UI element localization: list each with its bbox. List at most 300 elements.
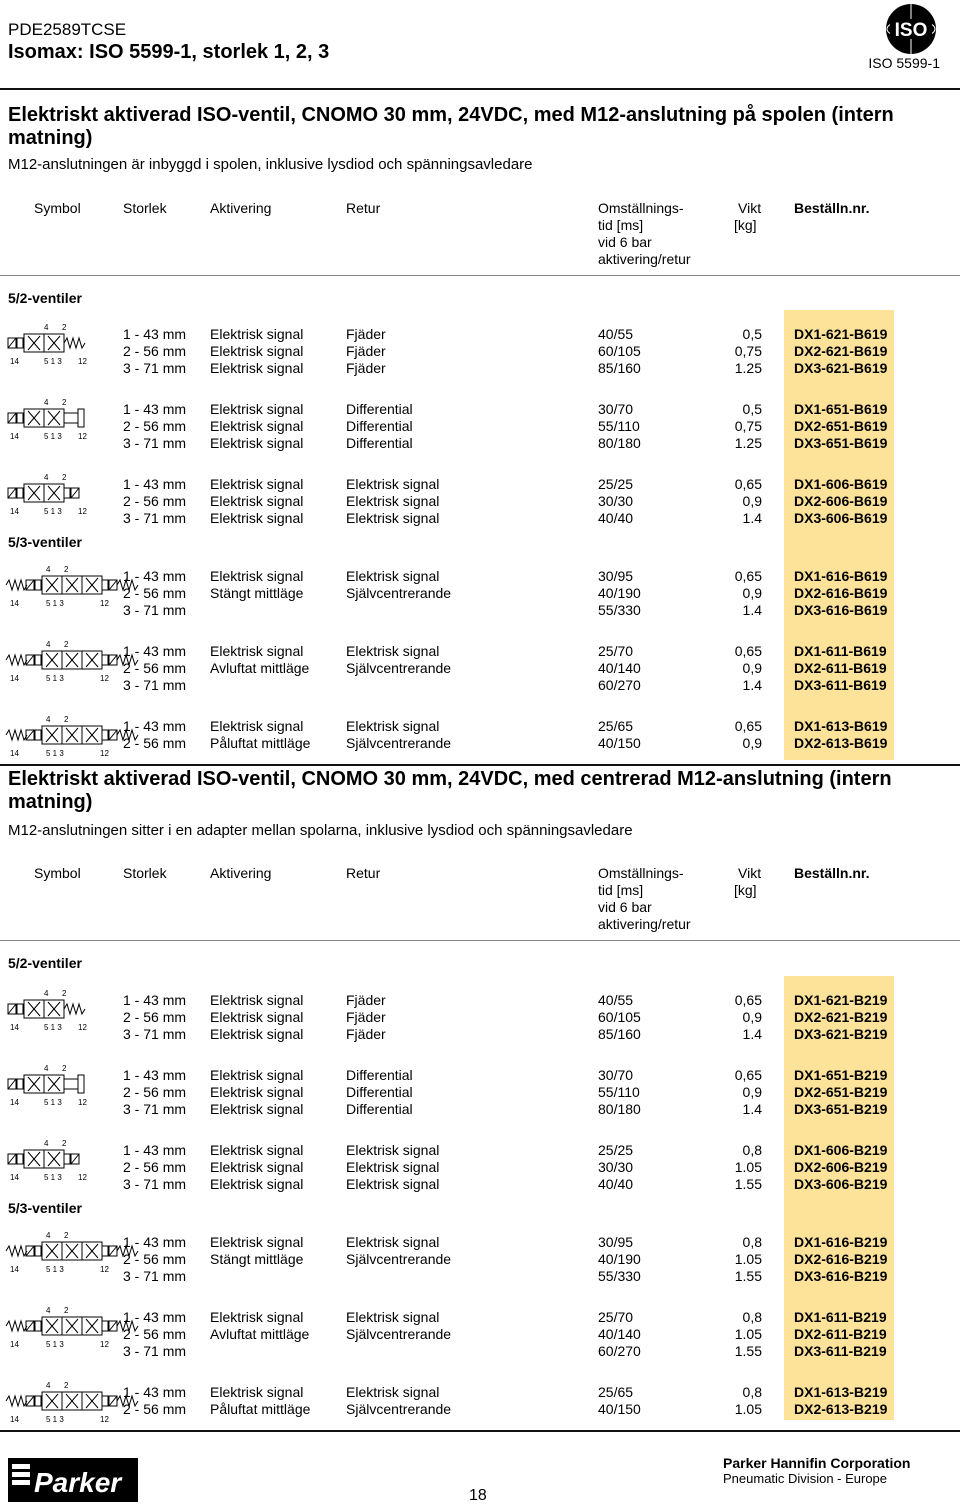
port-label: 12 — [78, 1098, 87, 1107]
port-label: 4 — [44, 323, 49, 332]
order-number-cell: DX2-621-B219 — [794, 1009, 888, 1025]
port-label: 4 — [44, 473, 49, 482]
port-label: 2 — [64, 1231, 69, 1240]
actuation-cell: Avluftat mittläge — [210, 660, 310, 676]
order-number-cell: DX2-651-B219 — [794, 1084, 888, 1100]
port-label: 14 — [10, 1265, 19, 1274]
order-number-cell: DX3-611-B219 — [794, 1343, 887, 1359]
standard-label: ISO 5599-1 — [868, 55, 940, 71]
valve-symbol — [6, 1136, 86, 1184]
return-cell: Fjäder — [346, 326, 386, 342]
return-cell: Differential — [346, 418, 413, 434]
col-symbol: Symbol — [34, 200, 81, 216]
valve-symbol — [6, 1303, 136, 1351]
actuation-cell: Påluftat mittläge — [210, 1401, 311, 1417]
order-number-cell: DX3-651-B619 — [794, 435, 888, 451]
size-cell: 1 - 43 mm — [123, 1067, 187, 1083]
footer-rule — [0, 1430, 960, 1432]
return-cell: Differential — [346, 1067, 413, 1083]
port-label: 12 — [78, 1173, 87, 1182]
actuation-cell: Elektrisk signal — [210, 1101, 304, 1117]
order-number-cell: DX1-613-B219 — [794, 1384, 888, 1400]
weight-cell: 0,8 — [742, 1384, 762, 1400]
weight-cell: 0,65 — [734, 992, 762, 1008]
order-number-cell: DX1-616-B219 — [794, 1234, 888, 1250]
order-number-cell: DX1-611-B619 — [794, 643, 887, 659]
actuation-cell: Elektrisk signal — [210, 1159, 304, 1175]
port-label: 2 — [62, 989, 67, 998]
weight-cell: 0,9 — [742, 585, 762, 601]
footer-division: Pneumatic Division - Europe — [723, 1471, 888, 1486]
col-return: Retur — [346, 865, 381, 881]
port-label: 5 1 3 — [44, 1173, 62, 1182]
order-number-cell: DX1-613-B619 — [794, 718, 888, 734]
section-1-label-52: 5/2-ventiler — [8, 290, 82, 306]
actuation-cell: Elektrisk signal — [210, 360, 304, 376]
valve-symbol — [6, 320, 86, 368]
iso-logo-text: ISO — [894, 20, 928, 41]
weight-cell: 0,75 — [734, 418, 762, 434]
return-cell: Elektrisk signal — [346, 1234, 440, 1250]
actuation-cell: Stängt mittläge — [210, 585, 304, 601]
time-cell: 40/55 — [598, 992, 634, 1008]
weight-cell: 0,9 — [742, 493, 762, 509]
time-cell: 30/95 — [598, 568, 634, 584]
port-label: 12 — [100, 674, 109, 683]
col-time-1: Omställnings- — [598, 865, 684, 881]
port-label: 14 — [10, 1415, 19, 1424]
return-cell: Elektrisk signal — [346, 476, 440, 492]
header-rule — [0, 88, 960, 90]
weight-cell: 1.05 — [734, 1326, 762, 1342]
size-cell: 1 - 43 mm — [123, 718, 187, 734]
col-time-1: Omställnings- — [598, 200, 684, 216]
size-cell: 1 - 43 mm — [123, 326, 187, 342]
port-label: 5 1 3 — [46, 599, 64, 608]
col-order: Beställn.nr. — [794, 200, 870, 216]
return-cell: Elektrisk signal — [346, 1176, 440, 1192]
return-cell: Fjäder — [346, 992, 386, 1008]
actuation-cell: Elektrisk signal — [210, 1309, 304, 1325]
valve-symbol — [6, 637, 136, 685]
valve-symbol — [6, 470, 86, 518]
size-cell: 2 - 56 mm — [123, 1251, 187, 1267]
section-1-label-53: 5/3-ventiler — [8, 534, 82, 550]
size-cell: 1 - 43 mm — [123, 1309, 187, 1325]
size-cell: 3 - 71 mm — [123, 1268, 187, 1284]
return-cell: Elektrisk signal — [346, 1159, 440, 1175]
port-label: 14 — [10, 1340, 19, 1349]
section-2-label-53: 5/3-ventiler — [8, 1200, 82, 1216]
port-label: 12 — [100, 749, 109, 758]
port-label: 12 — [78, 1023, 87, 1032]
port-label: 14 — [10, 1098, 19, 1107]
weight-cell: 1.55 — [734, 1176, 762, 1192]
port-label: 5 1 3 — [46, 1265, 64, 1274]
actuation-cell: Elektrisk signal — [210, 992, 304, 1008]
port-label: 5 1 3 — [44, 432, 62, 441]
col-time-2: tid [ms] — [598, 882, 644, 898]
time-cell: 60/270 — [598, 1343, 641, 1359]
parker-logo — [8, 1458, 138, 1507]
return-cell: Elektrisk signal — [346, 493, 440, 509]
size-cell: 1 - 43 mm — [123, 568, 187, 584]
section-1-title: Elektriskt aktiverad ISO-ventil, CNOMO 30 mm, 24VDC, med M12-anslutning på spolen (intern matning) — [8, 104, 894, 149]
port-label: 4 — [46, 640, 51, 649]
port-label: 2 — [62, 473, 67, 482]
order-number-cell: DX1-606-B219 — [794, 1142, 888, 1158]
size-cell: 2 - 56 mm — [123, 735, 187, 751]
actuation-cell: Elektrisk signal — [210, 435, 304, 451]
col-time-3: vid 6 bar — [598, 234, 652, 250]
port-label: 4 — [44, 1064, 49, 1073]
size-cell: 1 - 43 mm — [123, 1384, 187, 1400]
col-actuation: Aktivering — [210, 865, 272, 881]
order-number-cell: DX1-621-B219 — [794, 992, 888, 1008]
port-label: 4 — [46, 565, 51, 574]
return-cell: Elektrisk signal — [346, 1384, 440, 1400]
time-cell: 40/40 — [598, 1176, 634, 1192]
time-cell: 55/330 — [598, 1268, 641, 1284]
size-cell: 1 - 43 mm — [123, 401, 187, 417]
valve-symbol — [6, 712, 136, 760]
return-cell: Självcentrerande — [346, 1401, 452, 1417]
port-label: 4 — [46, 1306, 51, 1315]
actuation-cell: Elektrisk signal — [210, 510, 304, 526]
return-cell: Differential — [346, 401, 413, 417]
weight-cell: 1.05 — [734, 1251, 762, 1267]
time-cell: 30/70 — [598, 401, 634, 417]
time-cell: 60/105 — [598, 343, 641, 359]
order-number-cell: DX1-651-B219 — [794, 1067, 888, 1083]
port-label: 4 — [46, 1231, 51, 1240]
order-number-cell: DX1-621-B619 — [794, 326, 888, 342]
port-label: 5 1 3 — [46, 674, 64, 683]
weight-cell: 0,8 — [742, 1142, 762, 1158]
time-cell: 55/110 — [598, 418, 640, 434]
size-cell: 3 - 71 mm — [123, 602, 187, 618]
return-cell: Självcentrerande — [346, 735, 452, 751]
order-number-cell: DX2-613-B219 — [794, 1401, 888, 1417]
time-cell: 80/180 — [598, 1101, 641, 1117]
col-time-4: aktivering/retur — [598, 916, 691, 932]
return-cell: Elektrisk signal — [346, 568, 440, 584]
order-number-cell: DX1-616-B619 — [794, 568, 888, 584]
valve-symbol — [6, 1228, 136, 1276]
iso-logo — [876, 2, 946, 61]
size-cell: 2 - 56 mm — [123, 493, 187, 509]
size-cell: 2 - 56 mm — [123, 1401, 187, 1417]
section-2-header-rule — [0, 940, 960, 941]
port-label: 5 1 3 — [44, 507, 62, 516]
actuation-cell: Elektrisk signal — [210, 493, 304, 509]
return-cell: Differential — [346, 435, 413, 451]
return-cell: Självcentrerande — [346, 1326, 452, 1342]
port-label: 14 — [10, 1173, 19, 1182]
order-number-cell: DX2-616-B619 — [794, 585, 888, 601]
order-number-cell: DX2-611-B619 — [794, 660, 887, 676]
port-label: 2 — [64, 640, 69, 649]
actuation-cell: Elektrisk signal — [210, 1067, 304, 1083]
port-label: 14 — [10, 432, 19, 441]
weight-cell: 0,65 — [734, 1067, 762, 1083]
actuation-cell: Elektrisk signal — [210, 568, 304, 584]
weight-cell: 1.4 — [742, 677, 762, 693]
port-label: 5 1 3 — [46, 1340, 64, 1349]
order-number-cell: DX3-611-B619 — [794, 677, 887, 693]
order-number-cell: DX3-606-B219 — [794, 1176, 888, 1192]
order-number-cell: DX3-621-B219 — [794, 1026, 888, 1042]
size-cell: 3 - 71 mm — [123, 510, 187, 526]
weight-cell: 1.4 — [742, 602, 762, 618]
actuation-cell: Elektrisk signal — [210, 418, 304, 434]
weight-cell: 0,65 — [734, 568, 762, 584]
return-cell: Differential — [346, 1101, 413, 1117]
weight-cell: 1.4 — [742, 1101, 762, 1117]
order-number-cell: DX3-616-B619 — [794, 602, 888, 618]
order-number-cell: DX1-611-B219 — [794, 1309, 887, 1325]
page-number: 18 — [469, 1487, 487, 1504]
weight-cell: 0,9 — [742, 735, 762, 751]
section-2-subtitle: M12-anslutningen sitter i en adapter mellan spolarna, inklusive lysdiod och spänningsavledare — [8, 822, 633, 839]
port-label: 5 1 3 — [44, 1098, 62, 1107]
time-cell: 40/190 — [598, 1251, 641, 1267]
order-number-cell: DX1-651-B619 — [794, 401, 888, 417]
return-cell: Fjäder — [346, 360, 386, 376]
time-cell: 80/180 — [598, 435, 641, 451]
port-label: 2 — [64, 1381, 69, 1390]
port-label: 14 — [10, 599, 19, 608]
weight-cell: 1.25 — [734, 360, 762, 376]
port-label: 4 — [44, 398, 49, 407]
order-number-cell: DX2-616-B219 — [794, 1251, 888, 1267]
footer-company: Parker Hannifin Corporation — [723, 1455, 911, 1471]
return-cell: Självcentrerande — [346, 585, 452, 601]
order-number-cell: DX2-651-B619 — [794, 418, 888, 434]
order-number-cell: DX2-606-B619 — [794, 493, 888, 509]
size-cell: 3 - 71 mm — [123, 435, 187, 451]
time-cell: 85/160 — [598, 1026, 641, 1042]
order-number-cell: DX3-621-B619 — [794, 360, 888, 376]
size-cell: 2 - 56 mm — [123, 343, 187, 359]
col-size: Storlek — [123, 200, 167, 216]
col-weight-2: [kg] — [734, 217, 757, 233]
return-cell: Självcentrerande — [346, 660, 452, 676]
port-label: 14 — [10, 749, 19, 758]
weight-cell: 0,8 — [742, 1309, 762, 1325]
port-label: 14 — [10, 357, 19, 366]
time-cell: 40/140 — [598, 1326, 641, 1342]
weight-cell: 0,5 — [742, 326, 762, 342]
weight-cell: 0,65 — [734, 476, 762, 492]
size-cell: 3 - 71 mm — [123, 360, 187, 376]
time-cell: 40/150 — [598, 735, 641, 751]
weight-cell: 0,65 — [734, 643, 762, 659]
time-cell: 25/70 — [598, 643, 634, 659]
port-label: 12 — [100, 1265, 109, 1274]
size-cell: 2 - 56 mm — [123, 585, 187, 601]
weight-cell: 1.25 — [734, 435, 762, 451]
valve-symbol — [6, 986, 86, 1034]
time-cell: 40/140 — [598, 660, 641, 676]
port-label: 2 — [64, 715, 69, 724]
size-cell: 1 - 43 mm — [123, 1234, 187, 1250]
return-cell: Elektrisk signal — [346, 1142, 440, 1158]
size-cell: 3 - 71 mm — [123, 1176, 187, 1192]
actuation-cell: Elektrisk signal — [210, 476, 304, 492]
actuation-cell: Elektrisk signal — [210, 1384, 304, 1400]
order-number-cell: DX2-613-B619 — [794, 735, 888, 751]
section-2-label-52: 5/2-ventiler — [8, 955, 82, 971]
valve-symbol — [6, 1378, 136, 1426]
order-number-cell: DX3-606-B619 — [794, 510, 888, 526]
weight-cell: 1.55 — [734, 1268, 762, 1284]
port-label: 2 — [62, 1064, 67, 1073]
return-cell: Differential — [346, 1084, 413, 1100]
actuation-cell: Stängt mittläge — [210, 1251, 304, 1267]
port-label: 4 — [46, 1381, 51, 1390]
section-2-title: Elektriskt aktiverad ISO-ventil, CNOMO 30 mm, 24VDC, med centrerad M12-anslutning (intern matning) — [8, 768, 892, 813]
col-symbol: Symbol — [34, 865, 81, 881]
return-cell: Fjäder — [346, 1026, 386, 1042]
valve-symbol — [6, 1061, 86, 1109]
return-cell: Fjäder — [346, 343, 386, 359]
col-time-4: aktivering/retur — [598, 251, 691, 267]
weight-cell: 0,65 — [734, 718, 762, 734]
port-label: 12 — [100, 1415, 109, 1424]
time-cell: 30/30 — [598, 1159, 634, 1175]
time-cell: 55/110 — [598, 1084, 640, 1100]
port-label: 12 — [78, 432, 87, 441]
time-cell: 60/270 — [598, 677, 641, 693]
order-number-cell: DX3-651-B219 — [794, 1101, 888, 1117]
time-cell: 40/190 — [598, 585, 641, 601]
size-cell: 3 - 71 mm — [123, 677, 187, 693]
col-time-2: tid [ms] — [598, 217, 644, 233]
parker-logo-text: Parker — [34, 1467, 122, 1498]
port-label: 5 1 3 — [46, 1415, 64, 1424]
return-cell: Elektrisk signal — [346, 1309, 440, 1325]
time-cell: 25/25 — [598, 1142, 634, 1158]
time-cell: 60/105 — [598, 1009, 641, 1025]
page-title: Isomax: ISO 5599-1, storlek 1, 2, 3 — [8, 41, 330, 63]
actuation-cell: Avluftat mittläge — [210, 1326, 310, 1342]
port-label: 2 — [62, 1139, 67, 1148]
time-cell: 25/65 — [598, 1384, 634, 1400]
actuation-cell: Påluftat mittläge — [210, 735, 311, 751]
actuation-cell: Elektrisk signal — [210, 1009, 304, 1025]
time-cell: 55/330 — [598, 602, 641, 618]
size-cell: 2 - 56 mm — [123, 1084, 187, 1100]
size-cell: 2 - 56 mm — [123, 660, 187, 676]
port-label: 5 1 3 — [46, 749, 64, 758]
actuation-cell: Elektrisk signal — [210, 401, 304, 417]
order-number-cell: DX2-606-B219 — [794, 1159, 888, 1175]
actuation-cell: Elektrisk signal — [210, 1176, 304, 1192]
weight-cell: 1.05 — [734, 1159, 762, 1175]
section-rule — [0, 764, 960, 766]
return-cell: Elektrisk signal — [346, 643, 440, 659]
port-label: 4 — [44, 989, 49, 998]
size-cell: 2 - 56 mm — [123, 1009, 187, 1025]
size-cell: 3 - 71 mm — [123, 1101, 187, 1117]
weight-cell: 1.4 — [742, 510, 762, 526]
port-label: 5 1 3 — [44, 1023, 62, 1032]
col-time-3: vid 6 bar — [598, 899, 652, 915]
col-weight-2: [kg] — [734, 882, 757, 898]
time-cell: 25/70 — [598, 1309, 634, 1325]
order-number-cell: DX2-621-B619 — [794, 343, 888, 359]
port-label: 4 — [46, 715, 51, 724]
time-cell: 85/160 — [598, 360, 641, 376]
return-cell: Elektrisk signal — [346, 718, 440, 734]
col-size: Storlek — [123, 865, 167, 881]
weight-cell: 0,75 — [734, 343, 762, 359]
size-cell: 2 - 56 mm — [123, 418, 187, 434]
port-label: 2 — [62, 323, 67, 332]
actuation-cell: Elektrisk signal — [210, 1234, 304, 1250]
port-label: 12 — [78, 507, 87, 516]
order-number-cell: DX1-606-B619 — [794, 476, 888, 492]
time-cell: 30/70 — [598, 1067, 634, 1083]
actuation-cell: Elektrisk signal — [210, 643, 304, 659]
return-cell: Elektrisk signal — [346, 510, 440, 526]
actuation-cell: Elektrisk signal — [210, 326, 304, 342]
port-label: 12 — [100, 599, 109, 608]
actuation-cell: Elektrisk signal — [210, 343, 304, 359]
size-cell: 1 - 43 mm — [123, 476, 187, 492]
port-label: 2 — [64, 565, 69, 574]
section-1-header-rule — [0, 275, 960, 276]
time-cell: 40/150 — [598, 1401, 641, 1417]
actuation-cell: Elektrisk signal — [210, 718, 304, 734]
size-cell: 2 - 56 mm — [123, 1159, 187, 1175]
actuation-cell: Elektrisk signal — [210, 1026, 304, 1042]
size-cell: 1 - 43 mm — [123, 643, 187, 659]
order-number-cell: DX3-616-B219 — [794, 1268, 888, 1284]
port-label: 2 — [62, 398, 67, 407]
actuation-cell: Elektrisk signal — [210, 1084, 304, 1100]
weight-cell: 0,8 — [742, 1234, 762, 1250]
size-cell: 1 - 43 mm — [123, 1142, 187, 1158]
section-1-subtitle: M12-anslutningen är inbyggd i spolen, inklusive lysdiod och spänningsavledare — [8, 156, 533, 173]
time-cell: 40/55 — [598, 326, 634, 342]
time-cell: 40/40 — [598, 510, 634, 526]
return-cell: Fjäder — [346, 1009, 386, 1025]
time-cell: 30/30 — [598, 493, 634, 509]
size-cell: 3 - 71 mm — [123, 1343, 187, 1359]
weight-cell: 0,9 — [742, 1009, 762, 1025]
port-label: 5 1 3 — [44, 357, 62, 366]
port-label: 14 — [10, 507, 19, 516]
time-cell: 25/65 — [598, 718, 634, 734]
port-label: 12 — [78, 357, 87, 366]
col-order: Beställn.nr. — [794, 865, 870, 881]
port-label: 12 — [100, 1340, 109, 1349]
weight-cell: 1.55 — [734, 1343, 762, 1359]
weight-cell: 0,9 — [742, 660, 762, 676]
order-number-cell: DX2-611-B219 — [794, 1326, 887, 1342]
size-cell: 3 - 71 mm — [123, 1026, 187, 1042]
actuation-cell: Elektrisk signal — [210, 1142, 304, 1158]
port-label: 2 — [64, 1306, 69, 1315]
return-cell: Självcentrerande — [346, 1251, 452, 1267]
col-return: Retur — [346, 200, 381, 216]
document-code: PDE2589TCSE — [8, 20, 127, 39]
size-cell: 1 - 43 mm — [123, 992, 187, 1008]
weight-cell: 0,5 — [742, 401, 762, 417]
col-actuation: Aktivering — [210, 200, 272, 216]
